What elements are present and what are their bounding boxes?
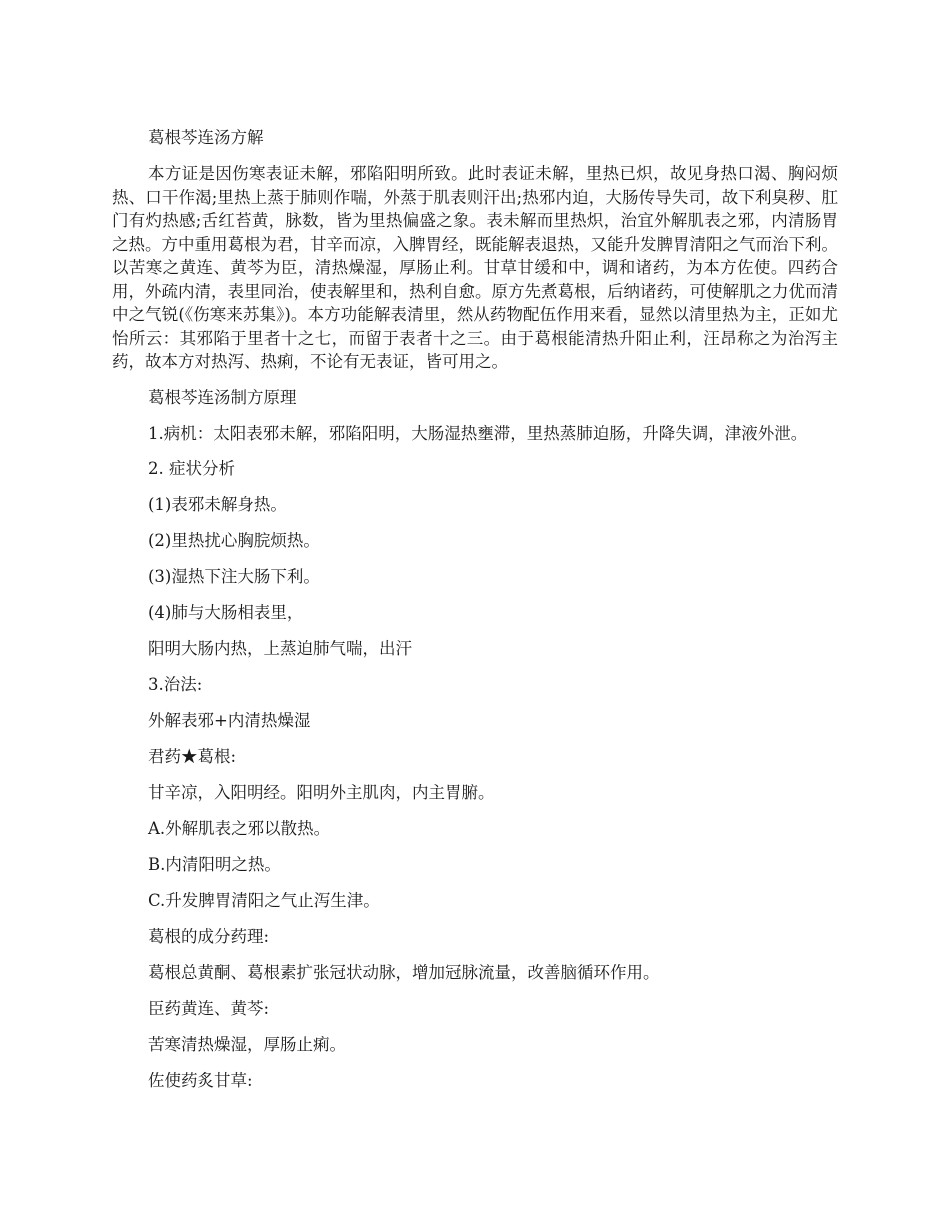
list-item: A.外解肌表之邪以散热。: [148, 819, 331, 838]
list-heading: 3.治法:: [148, 675, 203, 694]
text-line: 佐使药炙甘草:: [148, 1071, 253, 1090]
text-line: 葛根总黄酮、葛根素扩张冠状动脉，增加冠脉流量，改善脑循环作用。: [148, 963, 660, 982]
section-title: 葛根芩连汤制方原理: [148, 387, 297, 407]
text-line: 外解表邪+内清热燥湿: [148, 711, 311, 730]
list-heading: 2. 症状分析: [148, 459, 235, 478]
list-item: (3)湿热下注大肠下利。: [148, 567, 320, 586]
text-line: 君药★葛根:: [148, 747, 237, 766]
list-item: (1)表邪未解身热。: [148, 495, 287, 514]
section-title: 葛根芩连汤方解: [148, 128, 264, 147]
text-line: 苦寒清热燥湿，厚肠止痢。: [148, 1035, 346, 1054]
list-item: (4)肺与大肠相表里，: [148, 603, 304, 622]
body-paragraph: 1.病机：太阳表邪未解，邪陷阳明，大肠湿热壅滞，里热蒸肺迫肠，升降失调，津液外泄。: [148, 423, 808, 443]
text-line: 臣药黄连、黄芩:: [148, 999, 270, 1018]
text-line: 甘辛凉，入阳明经。阳明外主肌肉，内主胃腑。: [148, 783, 495, 802]
text-line: 阳明大肠内热，上蒸迫肺气喘，出汗: [148, 639, 412, 658]
list-item: (2)里热扰心胸脘烦热。: [148, 531, 320, 550]
text-line: 葛根的成分药理:: [148, 927, 270, 946]
list-item: B.内清阳明之热。: [148, 855, 281, 874]
list-item: C.升发脾胃清阳之气止泻生津。: [148, 891, 380, 910]
body-paragraph: 本方证是因伤寒表证未解，邪陷阳明所致。此时表证未解，里热已炽，故见身热口渴、胸闷烦热、口干作渴;里热上蒸于肺则作喘，外蒸于肌表则汗出;热邪内迫，大肠传导失司，故下利臭秽、肛门有灼热感;舌红苔黄，脉数，皆为里热偏盛之象。表未解而里热炽，治宜外解肌表之邪，内清肠胃之热。方中重用葛根为君，甘辛而凉，入脾胃经，既能解表退热，又能升发脾胃清阳之气而治下利。以苦寒之黄连、黄芩为臣，清热燥湿，厚肠止利。甘草甘缓和中，调和诸药，为本方佐使。四药合用，外疏内清，表里同治，使表解里和，热利自愈。原方先煮葛根，后纳诸药，可使解肌之力优而清中之气锐(《伤寒来苏集》)。本方功能解表清里，然从药物配伍作用来看，显然以清里热为主，正如尤怡所云：其邪陷于里者十之七，而留于表者十之三。由于葛根能清热升阳止利，汪昂称之为治泻主药，故本方对热泻、热痢，不论有无表证，皆可用之。: [112, 164, 838, 371]
